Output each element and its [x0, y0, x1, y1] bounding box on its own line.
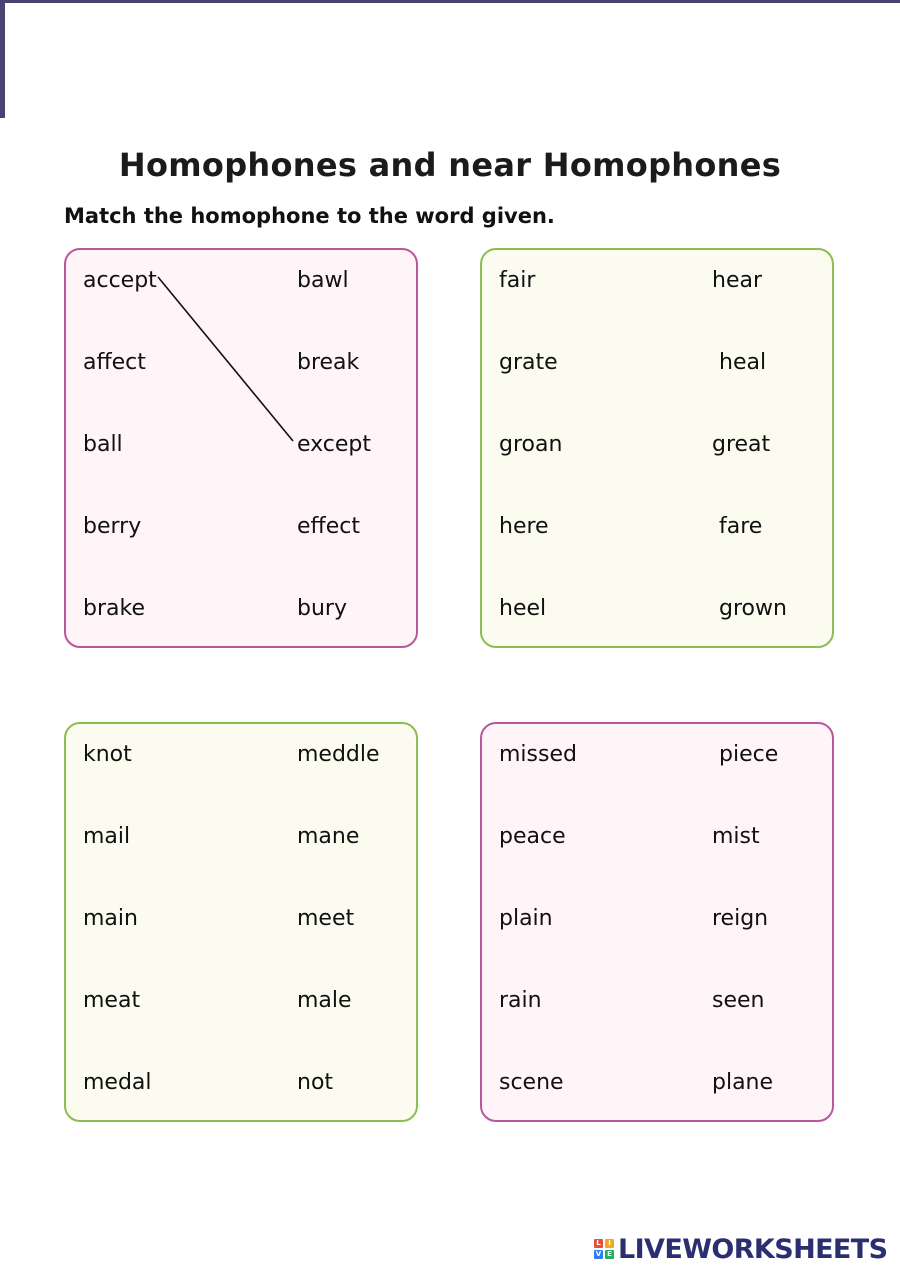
- right-word[interactable]: piece: [719, 742, 779, 767]
- right-word[interactable]: meddle: [297, 742, 380, 767]
- left-word[interactable]: mail: [83, 824, 131, 849]
- left-word[interactable]: accept: [83, 268, 157, 293]
- left-word[interactable]: peace: [499, 824, 566, 849]
- logo-mark-icon: [594, 1239, 614, 1259]
- right-word[interactable]: effect: [297, 514, 360, 539]
- right-word[interactable]: bury: [297, 596, 347, 621]
- right-word[interactable]: mane: [297, 824, 360, 849]
- right-word[interactable]: mist: [712, 824, 760, 849]
- right-word[interactable]: bawl: [297, 268, 349, 293]
- match-line-accept-except: [158, 277, 293, 441]
- right-word[interactable]: grown: [719, 596, 787, 621]
- right-word[interactable]: fare: [719, 514, 763, 539]
- left-word[interactable]: heel: [499, 596, 547, 621]
- left-word[interactable]: knot: [83, 742, 132, 767]
- right-word[interactable]: seen: [712, 988, 765, 1013]
- right-word[interactable]: male: [297, 988, 352, 1013]
- left-word[interactable]: medal: [83, 1070, 152, 1095]
- logo-mark-cell: E: [605, 1250, 614, 1259]
- right-word[interactable]: reign: [712, 906, 769, 931]
- right-word[interactable]: except: [297, 432, 372, 457]
- left-word[interactable]: brake: [83, 596, 145, 621]
- right-word[interactable]: break: [297, 350, 360, 375]
- logo-mark-cell: I: [605, 1239, 614, 1248]
- right-word[interactable]: hear: [712, 268, 763, 293]
- right-word[interactable]: heal: [719, 350, 767, 375]
- left-word[interactable]: fair: [499, 268, 536, 293]
- instruction-text: Match the homophone to the word given.: [64, 204, 555, 228]
- logo-text: LIVEWORKSHEETS: [618, 1233, 888, 1265]
- left-word[interactable]: berry: [83, 514, 142, 539]
- right-word[interactable]: not: [297, 1070, 334, 1095]
- page-title: Homophones and near Homophones: [118, 146, 782, 184]
- left-word[interactable]: missed: [499, 742, 577, 767]
- right-word[interactable]: great: [712, 432, 771, 457]
- left-word[interactable]: rain: [499, 988, 542, 1013]
- left-word[interactable]: main: [83, 906, 138, 931]
- left-word[interactable]: ball: [83, 432, 123, 457]
- logo-mark-cell: L: [594, 1239, 603, 1248]
- left-word[interactable]: plain: [499, 906, 553, 931]
- logo-mark-cell: V: [595, 1250, 602, 1258]
- left-word[interactable]: scene: [499, 1070, 564, 1095]
- left-word[interactable]: groan: [499, 432, 563, 457]
- right-word[interactable]: plane: [712, 1070, 774, 1095]
- left-word[interactable]: here: [499, 514, 549, 539]
- left-word[interactable]: meat: [83, 988, 141, 1013]
- left-word[interactable]: grate: [499, 350, 558, 375]
- right-word[interactable]: meet: [297, 906, 355, 931]
- liveworksheets-logo[interactable]: [594, 1232, 887, 1266]
- left-word[interactable]: affect: [83, 350, 146, 375]
